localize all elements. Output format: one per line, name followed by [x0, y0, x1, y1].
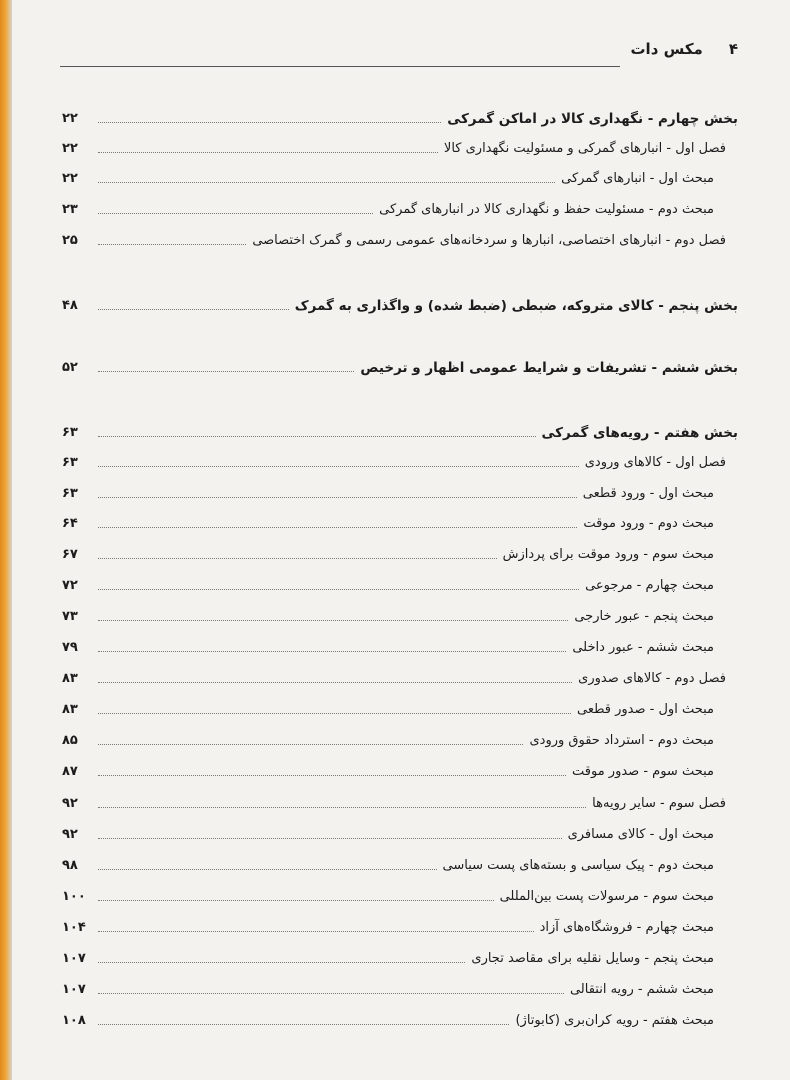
toc-leader-dots: [98, 838, 562, 839]
toc-entry-page: ۱۰۴: [62, 920, 86, 935]
toc-leader-dots: [98, 900, 494, 901]
toc-leader-dots: [98, 309, 289, 310]
toc-entry-title: مبحث ششم - رویه انتقالی: [569, 982, 714, 997]
toc-leader-dots: [98, 213, 373, 214]
toc-entry: [62, 633, 738, 657]
toc-entry-page: ۲۵: [62, 233, 78, 248]
toc-entry-page: ۲۲: [62, 171, 78, 186]
toc-leader-dots: [98, 962, 465, 963]
toc-entry: [62, 134, 738, 158]
toc-leader-dots: [98, 152, 438, 153]
toc-entry-title: مبحث دوم - ورود موقت: [583, 516, 714, 531]
toc-leader-dots: [98, 869, 437, 870]
toc-entry-title: فصل اول - کالاهای ورودی: [584, 455, 726, 470]
toc-leader-dots: [98, 775, 566, 776]
toc-leader-dots: [98, 122, 441, 123]
toc-entry: [62, 195, 738, 219]
toc-entry-title: مبحث دوم - پیک سیاسی و بسته‌های پست سیاسی: [442, 858, 714, 873]
toc-entry-title: بخش هفتم - رویه‌های گمرکی: [541, 425, 738, 441]
toc-entry-page: ۱۰۷: [62, 951, 86, 966]
toc-entry: [62, 448, 738, 472]
toc-entry-title: مبحث اول - صدور قطعی: [576, 702, 714, 717]
toc-entry-title: مبحث پنجم - عبور خارجی: [574, 609, 714, 624]
toc-entry-page: ۴۸: [62, 298, 78, 313]
toc-entry-title: بخش چهارم - نگهداری کالا در اماکن گمرکی: [447, 111, 738, 127]
toc-entry-title: مبحث دوم - استرداد حقوق ورودی: [529, 733, 714, 748]
toc-entry-title: فصل دوم - انبارهای اختصاصی، انبارها و سردخانه‌های عمومی رسمی و گمرک اختصاصی: [252, 233, 726, 248]
toc-entry: [62, 418, 738, 442]
toc-leader-dots: [98, 620, 568, 621]
header-book-title: مکس دات: [630, 40, 703, 58]
toc-entry-title: مبحث پنجم - وسایل نقلیه برای مقاصد تجاری: [471, 951, 714, 966]
toc-leader-dots: [98, 682, 572, 683]
toc-leader-dots: [98, 436, 536, 437]
toc-entry-title: مبحث سوم - ورود موقت برای پردازش: [502, 547, 714, 562]
toc-entry-title: مبحث سوم - مرسولات پست بین‌المللی: [499, 889, 714, 904]
toc-entry-page: ۶۴: [62, 516, 78, 531]
toc-entry-title: مبحث چهارم - مرجوعی: [585, 578, 714, 593]
toc-entry-title: فصل دوم - کالاهای صدوری: [578, 671, 726, 686]
toc-leader-dots: [98, 993, 564, 994]
toc-entry: [62, 602, 738, 626]
toc-entry-page: ۷۳: [62, 609, 78, 624]
toc-entry-page: ۸۷: [62, 764, 78, 779]
toc-entry-title: مبحث اول - ورود قطعی: [582, 486, 714, 501]
toc-entry-page: ۵۲: [62, 360, 78, 375]
toc-entry-page: ۱۰۰: [62, 889, 86, 904]
toc-entry-title: مبحث اول - کالای مسافری: [567, 827, 714, 842]
toc-entry: [62, 726, 738, 750]
toc-entry-page: ۲۳: [62, 202, 78, 217]
toc-entry-title: فصل سوم - سایر رویه‌ها: [592, 796, 726, 811]
toc-entry-page: ۲۲: [62, 111, 78, 126]
toc-entry: [62, 1006, 738, 1030]
toc-entry-title: بخش پنجم - کالای متروکه، ضبطی (ضبط شده) و واگذاری به گمرک: [294, 298, 738, 314]
toc-entry-page: ۸۳: [62, 702, 78, 717]
toc-entry: [62, 104, 738, 128]
toc-leader-dots: [98, 807, 586, 808]
toc-leader-dots: [98, 713, 571, 714]
toc-entry: [62, 695, 738, 719]
toc-leader-dots: [98, 589, 579, 590]
toc-entry-page: ۲۲: [62, 141, 78, 156]
toc-entry-page: ۹۸: [62, 858, 78, 873]
toc-entry: [62, 882, 738, 906]
toc-entry-page: ۶۷: [62, 547, 78, 562]
toc-leader-dots: [98, 466, 579, 467]
toc-entry-page: ۶۳: [62, 486, 78, 501]
toc-entry: [62, 509, 738, 533]
toc-entry-title: مبحث دوم - مسئولیت حفظ و نگهداری کالا در انبارهای گمرکی: [379, 202, 714, 217]
toc-entry-title: مبحث چهارم - فروشگاه‌های آزاد: [539, 920, 714, 935]
toc-entry-page: ۸۳: [62, 671, 78, 686]
toc-leader-dots: [98, 558, 497, 559]
toc-leader-dots: [98, 244, 246, 245]
toc-leader-dots: [98, 497, 577, 498]
toc-leader-dots: [98, 651, 566, 652]
toc-entry: [62, 664, 738, 688]
toc-entry-title: مبحث ششم - عبور داخلی: [572, 640, 714, 655]
toc-entry-page: ۱۰۷: [62, 982, 86, 997]
toc-entry: [62, 571, 738, 595]
toc-entry-page: ۹۲: [62, 827, 78, 842]
toc-entry-page: ۶۳: [62, 455, 78, 470]
toc-entry-title: بخش ششم - تشریفات و شرایط عمومی اظهار و ترخیص: [360, 360, 738, 376]
toc-entry-title: فصل اول - انبارهای گمرکی و مسئولیت نگهداری کالا: [443, 141, 726, 156]
toc-entry: [62, 291, 738, 315]
toc-entry: [62, 944, 738, 968]
toc-leader-dots: [98, 1024, 509, 1025]
header-page-number: ۴: [728, 40, 738, 58]
toc-entry-title: مبحث اول - انبارهای گمرکی: [561, 171, 714, 186]
toc-entry-page: ۶۳: [62, 425, 78, 440]
toc-entry-title: مبحث هفتم - رویه کران‌بری (کابوتاژ): [515, 1013, 714, 1028]
toc-entry: [62, 757, 738, 781]
toc-entry-page: ۷۹: [62, 640, 78, 655]
toc-entry: [62, 164, 738, 188]
toc-entry: [62, 789, 738, 813]
toc-entry-title: مبحث سوم - صدور موقت: [572, 764, 714, 779]
toc-entry: [62, 353, 738, 377]
toc-entry: [62, 226, 738, 250]
toc-entry-page: ۹۲: [62, 796, 78, 811]
toc-entry: [62, 913, 738, 937]
toc-leader-dots: [98, 744, 523, 745]
toc-entry-page: ۱۰۸: [62, 1013, 86, 1028]
toc-entry: [62, 975, 738, 999]
toc-entry: [62, 540, 738, 564]
toc-entry-page: ۷۲: [62, 578, 78, 593]
toc-leader-dots: [98, 527, 577, 528]
toc-entry-page: ۸۵: [62, 733, 78, 748]
toc-leader-dots: [98, 371, 354, 372]
toc-entry: [62, 820, 738, 844]
toc-entry: [62, 851, 738, 875]
toc-leader-dots: [98, 931, 534, 932]
toc-leader-dots: [98, 182, 555, 183]
toc-entry: [62, 479, 738, 503]
